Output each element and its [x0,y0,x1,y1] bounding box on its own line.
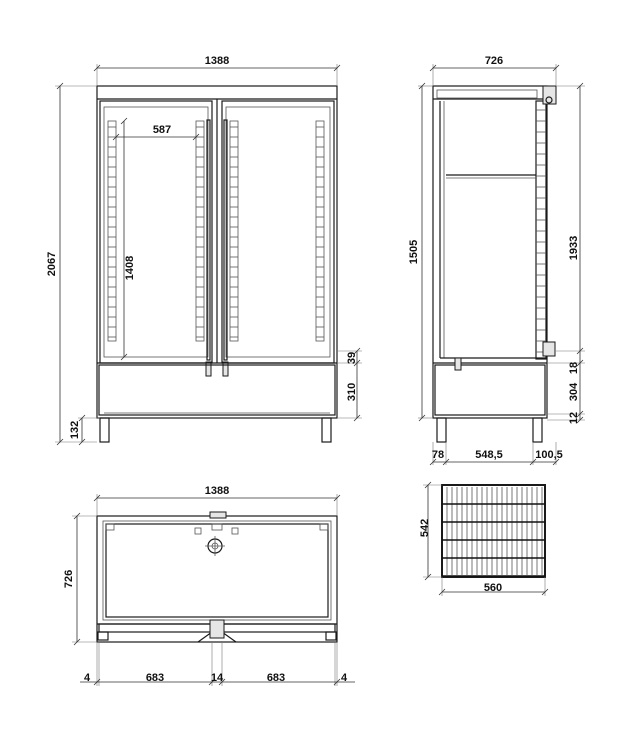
base-height-label: 310 [346,382,358,402]
top-side-left-label: 4 [83,672,91,684]
top-view [63,485,355,686]
gap-top-label: 39 [346,351,358,365]
top-center-gap-label: 14 [210,672,224,684]
offset-front-label: 100,5 [535,449,563,461]
top-door-left-label: 683 [145,672,165,684]
side-base-label: 304 [568,382,580,402]
shelf-view [419,482,548,596]
shelf-width-label: 560 [483,582,503,594]
top-width-label: 1388 [204,485,230,497]
side-total-height-label: 1933 [568,235,580,261]
front-width-label: 1388 [204,55,230,67]
shelf-span-label: 587 [152,124,172,136]
shelf-depth-label: 542 [419,518,431,538]
side-leg-label: 12 [568,411,580,425]
top-door-right-label: 683 [266,672,286,684]
side-view [408,55,585,465]
side-gap-label: 18 [568,361,580,375]
top-depth-label: 726 [63,569,75,589]
offset-back-label: 78 [431,449,445,461]
inner-depth-label: 548,5 [475,449,503,461]
glass-height-label: 1408 [124,255,136,281]
side-depth-label: 726 [484,55,504,67]
side-inner-height-label: 1505 [408,239,420,265]
top-side-right-label: 4 [340,672,348,684]
front-height-label: 2067 [46,251,58,277]
front-view [46,55,362,445]
leg-height-label: 132 [69,420,81,440]
